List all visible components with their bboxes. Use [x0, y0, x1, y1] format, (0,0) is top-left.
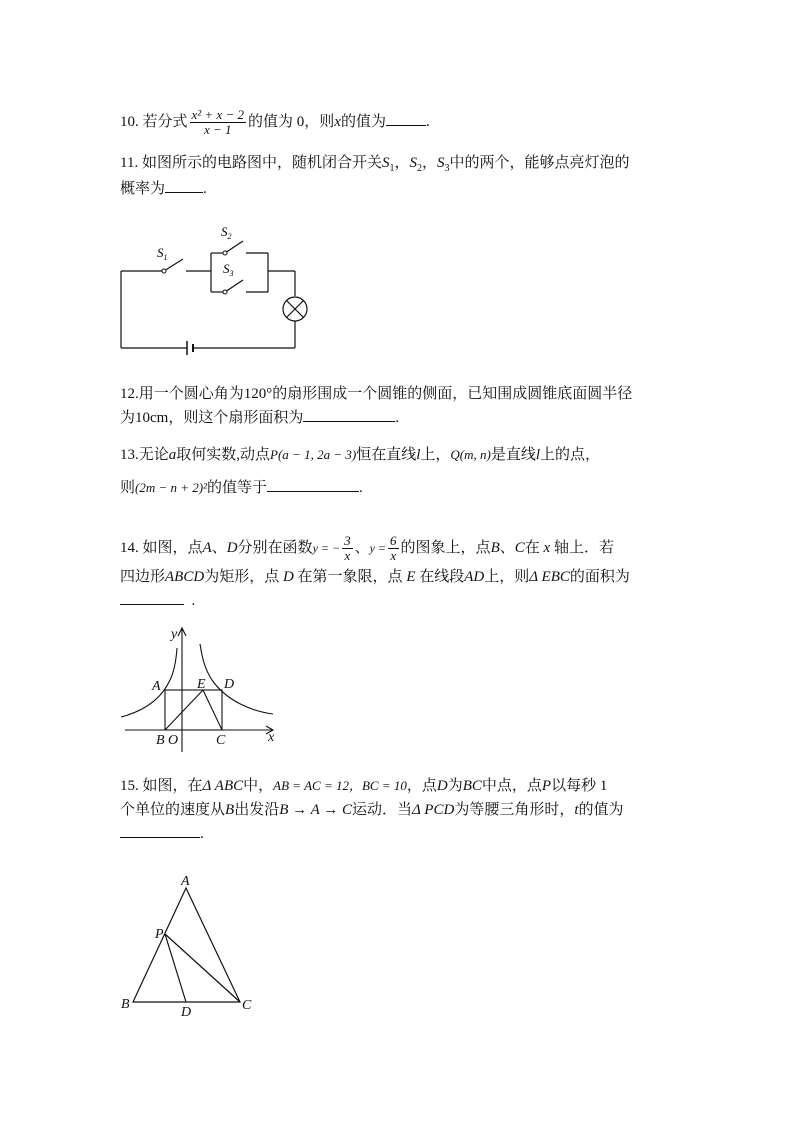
question-number: 11.: [120, 155, 139, 171]
point-B: B: [121, 997, 130, 1012]
question-number: 12.: [120, 386, 139, 402]
point-B: B: [156, 733, 165, 748]
question-14: 14. 如图，点A、D分别在函数y = − $\frac{3}{x}$ 、y = $\frac{6}{x}$ 的图象上，点B、C在 x 轴上．若: [120, 533, 614, 563]
answer-blank[interactable]: [165, 178, 203, 193]
fraction: $\frac{\text{x² + x − 2}}{x - 1}$: [191, 107, 244, 137]
question-12: 12.用一个圆心角为120°的扇形围成一个圆锥的侧面，已知围成圆锥底面圆半径: [120, 386, 633, 402]
question-15-line-2: 个单位的速度从B出发沿B → A → C运动．当Δ PCD为等腰三角形时，t的值为: [120, 802, 624, 818]
fraction: $\frac{6}{x}$: [390, 533, 397, 563]
point-P: P: [155, 927, 164, 942]
axis-label-x: x: [268, 730, 275, 745]
question-13: 13.无论a取何实数,动点P(a − 1, 2a − 3)恒在直线l上，Q(m, n)是直线l上的点，: [120, 447, 601, 463]
point-D: D: [181, 1005, 192, 1020]
answer-blank[interactable]: [303, 407, 395, 422]
question-10: 10. 若分式 $\frac{\text{x² + x − 2}}{x - 1}$ 的值为 0，则x的值为 .: [120, 107, 430, 137]
question-13-line-2: 则(2m − n + 2)²的值等于 .: [120, 477, 363, 499]
label-S2: $S_2$: [221, 224, 232, 241]
answer-blank[interactable]: [267, 477, 359, 492]
answer-blank[interactable]: [386, 111, 426, 126]
question-number: 15.: [120, 778, 139, 794]
question-number: 10.: [120, 113, 139, 130]
answer-blank[interactable]: [120, 823, 200, 838]
question-11-line-2: 概率为 .: [120, 178, 207, 200]
point-C: C: [242, 998, 252, 1013]
question-number: 14.: [120, 539, 139, 556]
question-15: 15. 如图，在Δ ABC中，AB = AC = 12，BC = 10，点D为BC中点，点P以每秒 1: [120, 778, 608, 794]
point-A: A: [181, 874, 190, 889]
point-E: E: [197, 677, 206, 692]
label-S1: $S_1$: [157, 245, 168, 262]
question-11: 11. 如图所示的电路图中，随机闭合开关$S_1$，$S_2$，$S_3$中的两个，能够点亮灯泡的: [120, 155, 630, 174]
point-C: C: [216, 733, 226, 748]
point-O: O: [168, 733, 179, 748]
question-14-line-2: 四边形ABCD为矩形，点 D 在第一象限，点 E 在线段AD上，则Δ EBC的面积为: [120, 569, 630, 585]
point-A: A: [152, 679, 161, 694]
question-14-line-3: .: [120, 590, 195, 612]
point-D: D: [224, 677, 235, 692]
label-S3: $S_3$: [223, 261, 234, 278]
fraction: $\frac{3}{x}$: [344, 533, 351, 563]
question-15-line-3: .: [120, 823, 204, 845]
question-number: 13.: [120, 447, 139, 463]
question-12-line-2: 为10cm，则这个扇形面积为 .: [120, 407, 399, 429]
answer-blank[interactable]: [120, 590, 184, 605]
axis-label-y: y: [171, 627, 178, 642]
